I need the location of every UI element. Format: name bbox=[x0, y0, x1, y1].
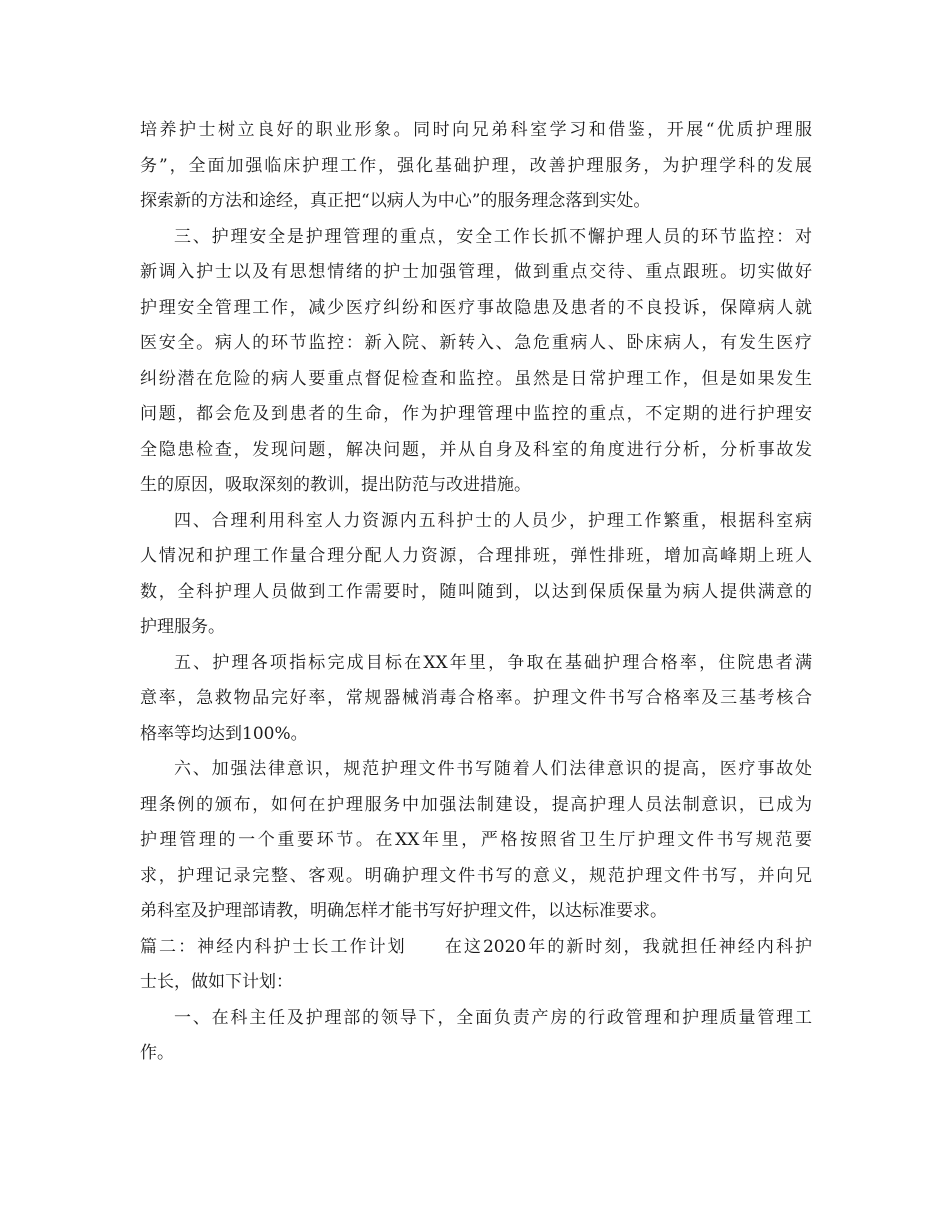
text-line: 护理安全管理工作，减少医疗纠纷和医疗事故隐患及患者的不良投诉，保障病人就 bbox=[140, 297, 812, 318]
text-line: 三、护理安全是护理管理的重点，安全工作长抓不懈护理人员的环节监控：对 bbox=[174, 226, 812, 247]
text-line: 纠纷潜在危险的病人要重点督促检查和监控。虽然是日常护理工作，但是如果发生 bbox=[140, 368, 812, 389]
text-line: 六、加强法律意识，规范护理文件书写随着人们法律意识的提高，医疗事故处 bbox=[174, 759, 812, 779]
text-line: 探索新的方法和途经，真正把“以病人为中心”的服务理念落到实处。 bbox=[140, 191, 651, 211]
text-line: 弟科室及护理部请教，明确怎样才能书写好护理文件，以达标准要求。 bbox=[140, 901, 667, 921]
document-body bbox=[140, 113, 812, 1072]
text-line: 理条例的颁布，如何在护理服务中加强法制建设，提高护理人员法制意识，已成为 bbox=[140, 794, 812, 815]
text-line: 培养护士树立良好的职业形象。同时向兄弟科室学习和借鉴，开展“优质护理服 bbox=[140, 120, 812, 140]
text-line: 篇二：神经内科护士长工作计划 在这2020年的新时刻，我就担任神经内科护 bbox=[140, 936, 812, 957]
text-line: 作。 bbox=[140, 1043, 174, 1063]
text-line: 全隐患检查，发现问题，解决问题，并从自身及科室的角度进行分析，分析事故发 bbox=[140, 439, 812, 460]
text-line: 生的原因，吸取深刻的教训，提出防范与改进措施。 bbox=[140, 475, 531, 495]
text-line: 问题，都会危及到患者的生命，作为护理管理中监控的重点，不定期的进行护理安 bbox=[140, 404, 812, 424]
text-line: 护理管理的一个重要环节。在XX年里，严格按照省卫生厅护理文件书写规范要 bbox=[140, 830, 812, 850]
text-line: 护理服务。 bbox=[140, 617, 225, 637]
text-line: 数，全科护理人员做到工作需要时，随叫随到，以达到保质保量为病人提供满意的 bbox=[140, 581, 812, 602]
text-line: 医安全。病人的环节监控：新入院、新转入、急危重病人、卧床病人，有发生医疗 bbox=[140, 333, 812, 353]
text-line: 五、护理各项指标完成目标在XX年里，争取在基础护理合格率，住院患者满 bbox=[174, 652, 812, 673]
text-line: 务”，全面加强临床护理工作，强化基础护理，改善护理服务，为护理学科的发展 bbox=[140, 155, 812, 176]
text-line: 士长，做如下计划： bbox=[140, 972, 293, 992]
text-line: 人情况和护理工作量合理分配人力资源，合理排班，弹性排班，增加高峰期上班人 bbox=[140, 546, 812, 566]
text-line: 格率等均达到100%。 bbox=[140, 723, 308, 744]
text-line: 意率，急救物品完好率，常规器械消毒合格率。护理文件书写合格率及三基考核合 bbox=[140, 688, 812, 708]
text-line: 四、合理利用科室人力资源内五科护士的人员少，护理工作繁重，根据科室病 bbox=[174, 510, 812, 531]
text-line: 新调入护士以及有思想情绪的护士加强管理，做到重点交待、重点跟班。切实做好 bbox=[140, 262, 812, 282]
text-line: 求，护理记录完整、客观。明确护理文件书写的意义，规范护理文件书写，并向兄 bbox=[140, 865, 812, 886]
text-line: 一、在科主任及护理部的领导下，全面负责产房的行政管理和护理质量管理工 bbox=[174, 1007, 812, 1028]
